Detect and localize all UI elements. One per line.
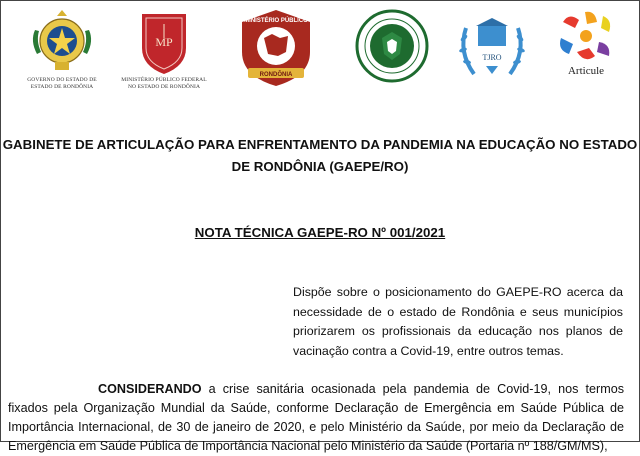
svg-text:MP: MP — [155, 35, 173, 49]
ementa-paragraph: Dispõe sobre o posicionamento do GAEPE-RO acerca da necessidade de o estado de Rondônia e seus municípios priorizarem os profissionais da educação nos planos de vacinação contra a Covid-19, entre outros temas. — [293, 285, 623, 358]
logo-strip — [0, 8, 640, 100]
mp-caption-1: MINISTÉRIO PÚBLICO FEDERAL — [121, 77, 207, 83]
tjro-laurel-icon — [452, 8, 532, 88]
mpro-seal-icon — [238, 8, 314, 88]
logo-governo — [14, 8, 110, 98]
articule-hands-icon — [555, 8, 617, 66]
governo-caption-2: ESTADO DE RONDÔNIA — [30, 84, 94, 90]
mpro-seal-bottom: RONDÔNIA — [259, 72, 293, 78]
tjro-monogram: TJRO — [482, 53, 502, 62]
logo-articule — [538, 8, 634, 98]
logo-mp — [116, 8, 212, 98]
considerando-paragraph — [8, 380, 624, 456]
mpro-seal-text: MINISTÉRIO PÚBLICO — [244, 18, 308, 24]
governo-caption-1: GOVERNO DO ESTADO DE — [27, 77, 97, 83]
mp-caption-2: NO ESTADO DE RONDÔNIA — [127, 84, 201, 90]
logo-defensoria — [344, 8, 440, 98]
logo-tjro — [444, 8, 540, 98]
logo-mpro — [228, 8, 324, 98]
document-title: GABINETE DE ARTICULAÇÃO PARA ENFRENTAMENTO DA PANDEMIA NA EDUCAÇÃO NO ESTADO DE RONDÔNIA (GAEPE/RO) — [2, 137, 638, 174]
articule-label: Articule — [567, 65, 605, 77]
defensoria-seal-icon — [354, 8, 430, 86]
governo-crest-icon — [27, 8, 97, 76]
nota-tecnica-heading: NOTA TÉCNICA GAEPE-RO Nº 001/2021 — [194, 225, 446, 240]
mp-shield-icon — [136, 8, 192, 76]
considerando-text: a crise sanitária ocasionada pela pandemia de Covid-19, nos termos fixados pela Organização Mundial da Saúde, conforme Declaração de Emergência em Saúde Pública de Importância Internacional, de 30 de janeiro de 2020, e pelo Ministério da Saúde, por meio da Declaração de Emergência em Saúde Pública de Importância Nacional pelo Ministério da Saúde (Portaria nº 188/GM/MS), — [8, 382, 624, 453]
considerando-lead: CONSIDERANDO — [98, 382, 202, 396]
